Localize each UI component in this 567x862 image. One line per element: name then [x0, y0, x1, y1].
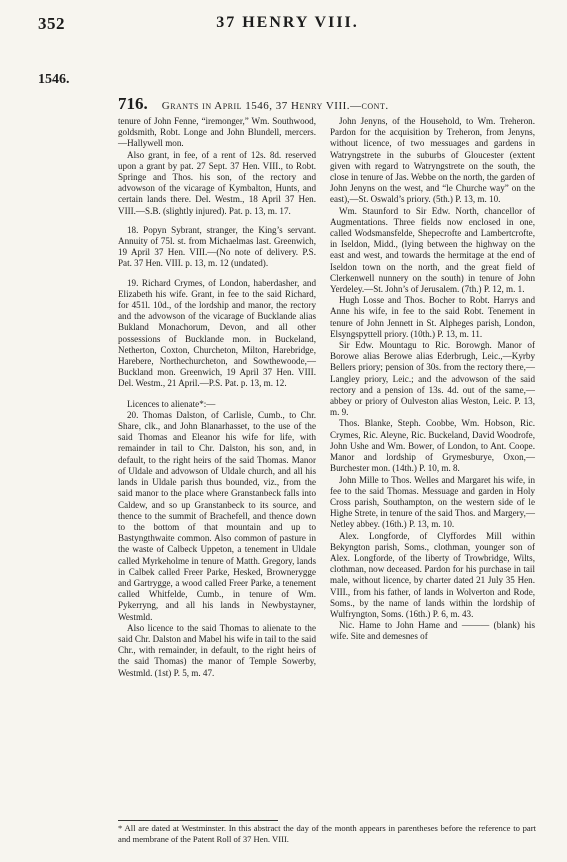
- running-head: 37 HENRY VIII.: [216, 14, 359, 31]
- paragraph: Hugh Losse and Thos. Bocher to Robt. Harrys and Anne his wife, in fee to the said Robt. Tenement in tenure of John Jennett in St. Alpheges parish, London, Elsyngspyttell priory. (10th.) P. 13, m. 11.: [330, 295, 535, 339]
- paragraph: John Jenyns, of the Household, to Wm. Treheron. Pardon for the acquisition by Treheron, from Jenyns, without licence, of two messuages and gardens in Watryngstrete in the suburbs of Gloucester (extent given with regard to Watryngstrete on the south, the close in tenure of Jas. Webbe on the north, the garden of John Jenyns on the west, and “le Churche way” on the east),—St. Oswald’s priory. (5th.) P. 13, m. 10.: [330, 116, 535, 205]
- year-label: 1546.: [38, 72, 70, 87]
- paragraph: tenure of John Fenne, “iremonger,” Wm. Southwood, goldsmith, Robt. Longe and John Blundell, mercers.—Hallywell mon.: [118, 116, 316, 149]
- paragraph: Also licence to the said Thomas to alienate to the said Chr. Dalston and Mabel his wife in tail to the said Chr., with remainder, in default, to the right heirs of the said Thomas) the manor of Temple Sowerby, Westmld. (1st) P. 5, m. 47.: [118, 622, 317, 678]
- paragraph: Nic. Hame to John Hame and ——— (blank) his wife. Site and demesnes of: [330, 620, 535, 642]
- paragraph: Wm. Staunford to Sir Edw. North, chancellor of Augmentations. Three fields now enclosed in one, called Wodsmansfelde, Shepecrofte and Lambertcrofte, in Iseldon, Midd., (lying between the highway on the east and west, and towards the hermitage at the end of Iseldon town on the north, and the great field of Clerkenwell nunnery on the south) in tenure of John Yerdeley.—St. John’s of Jerusalem. (7th.) P. 12, m. 1.: [330, 205, 535, 295]
- section-title: Grants in April 1546, 37 Henry VIII.—cont.: [161, 100, 389, 112]
- footnote-divider: [118, 820, 278, 821]
- paragraph: John Mille to Thos. Welles and Margaret his wife, in fee to the said Thomas. Messuage and garden in Holy Cross parish, Southampton, on the western side of le Highe Strete, in tenure of the said Thos. and Margery,—Netley abbey. (16th.) P. 13, m. 10.: [330, 474, 535, 530]
- paragraph: Sir Edw. Mountagu to Ric. Borowgh. Manor of Borowe alias Berowe alias Ederbrugh, Leic.,—Kyrby Bellers priory; pension of 30s. from the rectory there,—Langley priory, Leic.; and the advowson of the said rectory and a pension of 13s. 4d. out of the same,—abbey or priory of Oulveston alias Weston, Leic. P. 13, m. 9.: [330, 340, 535, 418]
- paragraph: 19. Richard Crymes, of London, haberdasher, and Elizabeth his wife. Grant, in fee to the said Richard, for 451l. 10d., of the lordship and manor, the rectory and the advowson of the vicarage of Bucklande alias Bukland Monachorum, Devon, and all other possessions of Bucklande mon. in Buckeland, Netherton, Coxton, Churcheton, Milton, Harebridge, Harebere, Northechurcheton, and Sowthewoode,—Buckland mon. Greenwich, 19 April 37 Hen. VIII. Del. Westm., 21 April.—P.S. Pat. p. 13, m. 12.: [118, 277, 316, 389]
- right-column: [330, 116, 535, 643]
- paragraph: Also grant, in fee, of a rent of 12s. 8d. reserved upon a grant by pat. 27 Sept. 37 Hen. VIII., to Robt. Springe and Thos. his son, of the rectory and advowson of the vicarage of Kymbalton, Hunts, and certain lands there. Del. Westm., 18 April 37 Hen. VIII.—S.B. (slightly injured). Pat. p. 13, m. 17.: [118, 149, 316, 216]
- paragraph: Thos. Blanke, Steph. Coobbe, Wm. Hobson, Ric. Crymes, Ric. Aleyne, Ric. Buckeland, David Woodrofe, John Ushe and Wm. Bower, of London, to Ant. Coope. Manor and lordship of Grymesburye, Oxon,—Burchester mon. (14th.) P. 10, m. 8.: [330, 418, 535, 474]
- page-header: [38, 14, 537, 36]
- page-number: 352: [38, 14, 65, 33]
- paragraph: 18. Popyn Sybrant, stranger, the King’s servant. Annuity of 75l. st. from Michaelmas last. Greenwich, 19 April 37 Hen. VIII.—(No note of delivery. P.S. Pat. 37 Hen. VIII. p. 13, m. 12 (undated).: [118, 224, 316, 269]
- section-heading: [118, 94, 538, 114]
- subheading: Licences to alienate*:—: [127, 398, 216, 409]
- footnote: * All are dated at Westminster. In this abstract the day of the month appears in parentheses before the reference to part and membrane of the Patent Roll of 37 Hen. VIII.: [118, 823, 536, 844]
- paragraph: Alex. Longforde, of Clyffordes Mill within Bekyngton parish, Soms., clothman, younger son of Alex. Longforde, of the liberty of Trowbridge, Wilts, clothman, now deceased. Pardon for his purchase in tail male, without licence, by charter dated 21 July 35 Hen. VIII., from his father, of lands in Wolverton and Rode, Soms., by the name of lands within the lordship of Wulfryngton, Soms. (16th.) P. 6, m. 43.: [330, 530, 535, 619]
- paragraph: 20. Thomas Dalston, of Carlisle, Cumb., to Chr. Share, clk., and John Blanarhasset, to the use of the said Thomas and Eleanor his wife for life, with remainder in tail to Chr. Dalston, his son, and, in default, to the right heirs of the said Thomas. Manor of Uldale and advowson of Uldale church, and all his lands in Uldale parish thus bounded, viz., from the said manor to the place where Granstanbeck falls into Caldew, and so up Granstanbeck to its source, and thence to the summit of Brachefell, and thence down to the bottom of that mountain and up to Bastyngthwaite common. Also common of pasture in the waste of Calbeck Uppeton, a tenement in Uldale called Myrkeholme in tenure of Matth. Gregory, lands in Calbek called Freer Parke, Hesked, Brownerygge and Gartrygge, a wood called Freer Parke, a tenement called Whitfelde, Cumb., in tenure of Wm. Pykerryng, and all his lands in Newbystayner, Westmld.: [118, 409, 316, 622]
- left-column: [118, 116, 316, 679]
- section-number: 716.: [118, 94, 148, 113]
